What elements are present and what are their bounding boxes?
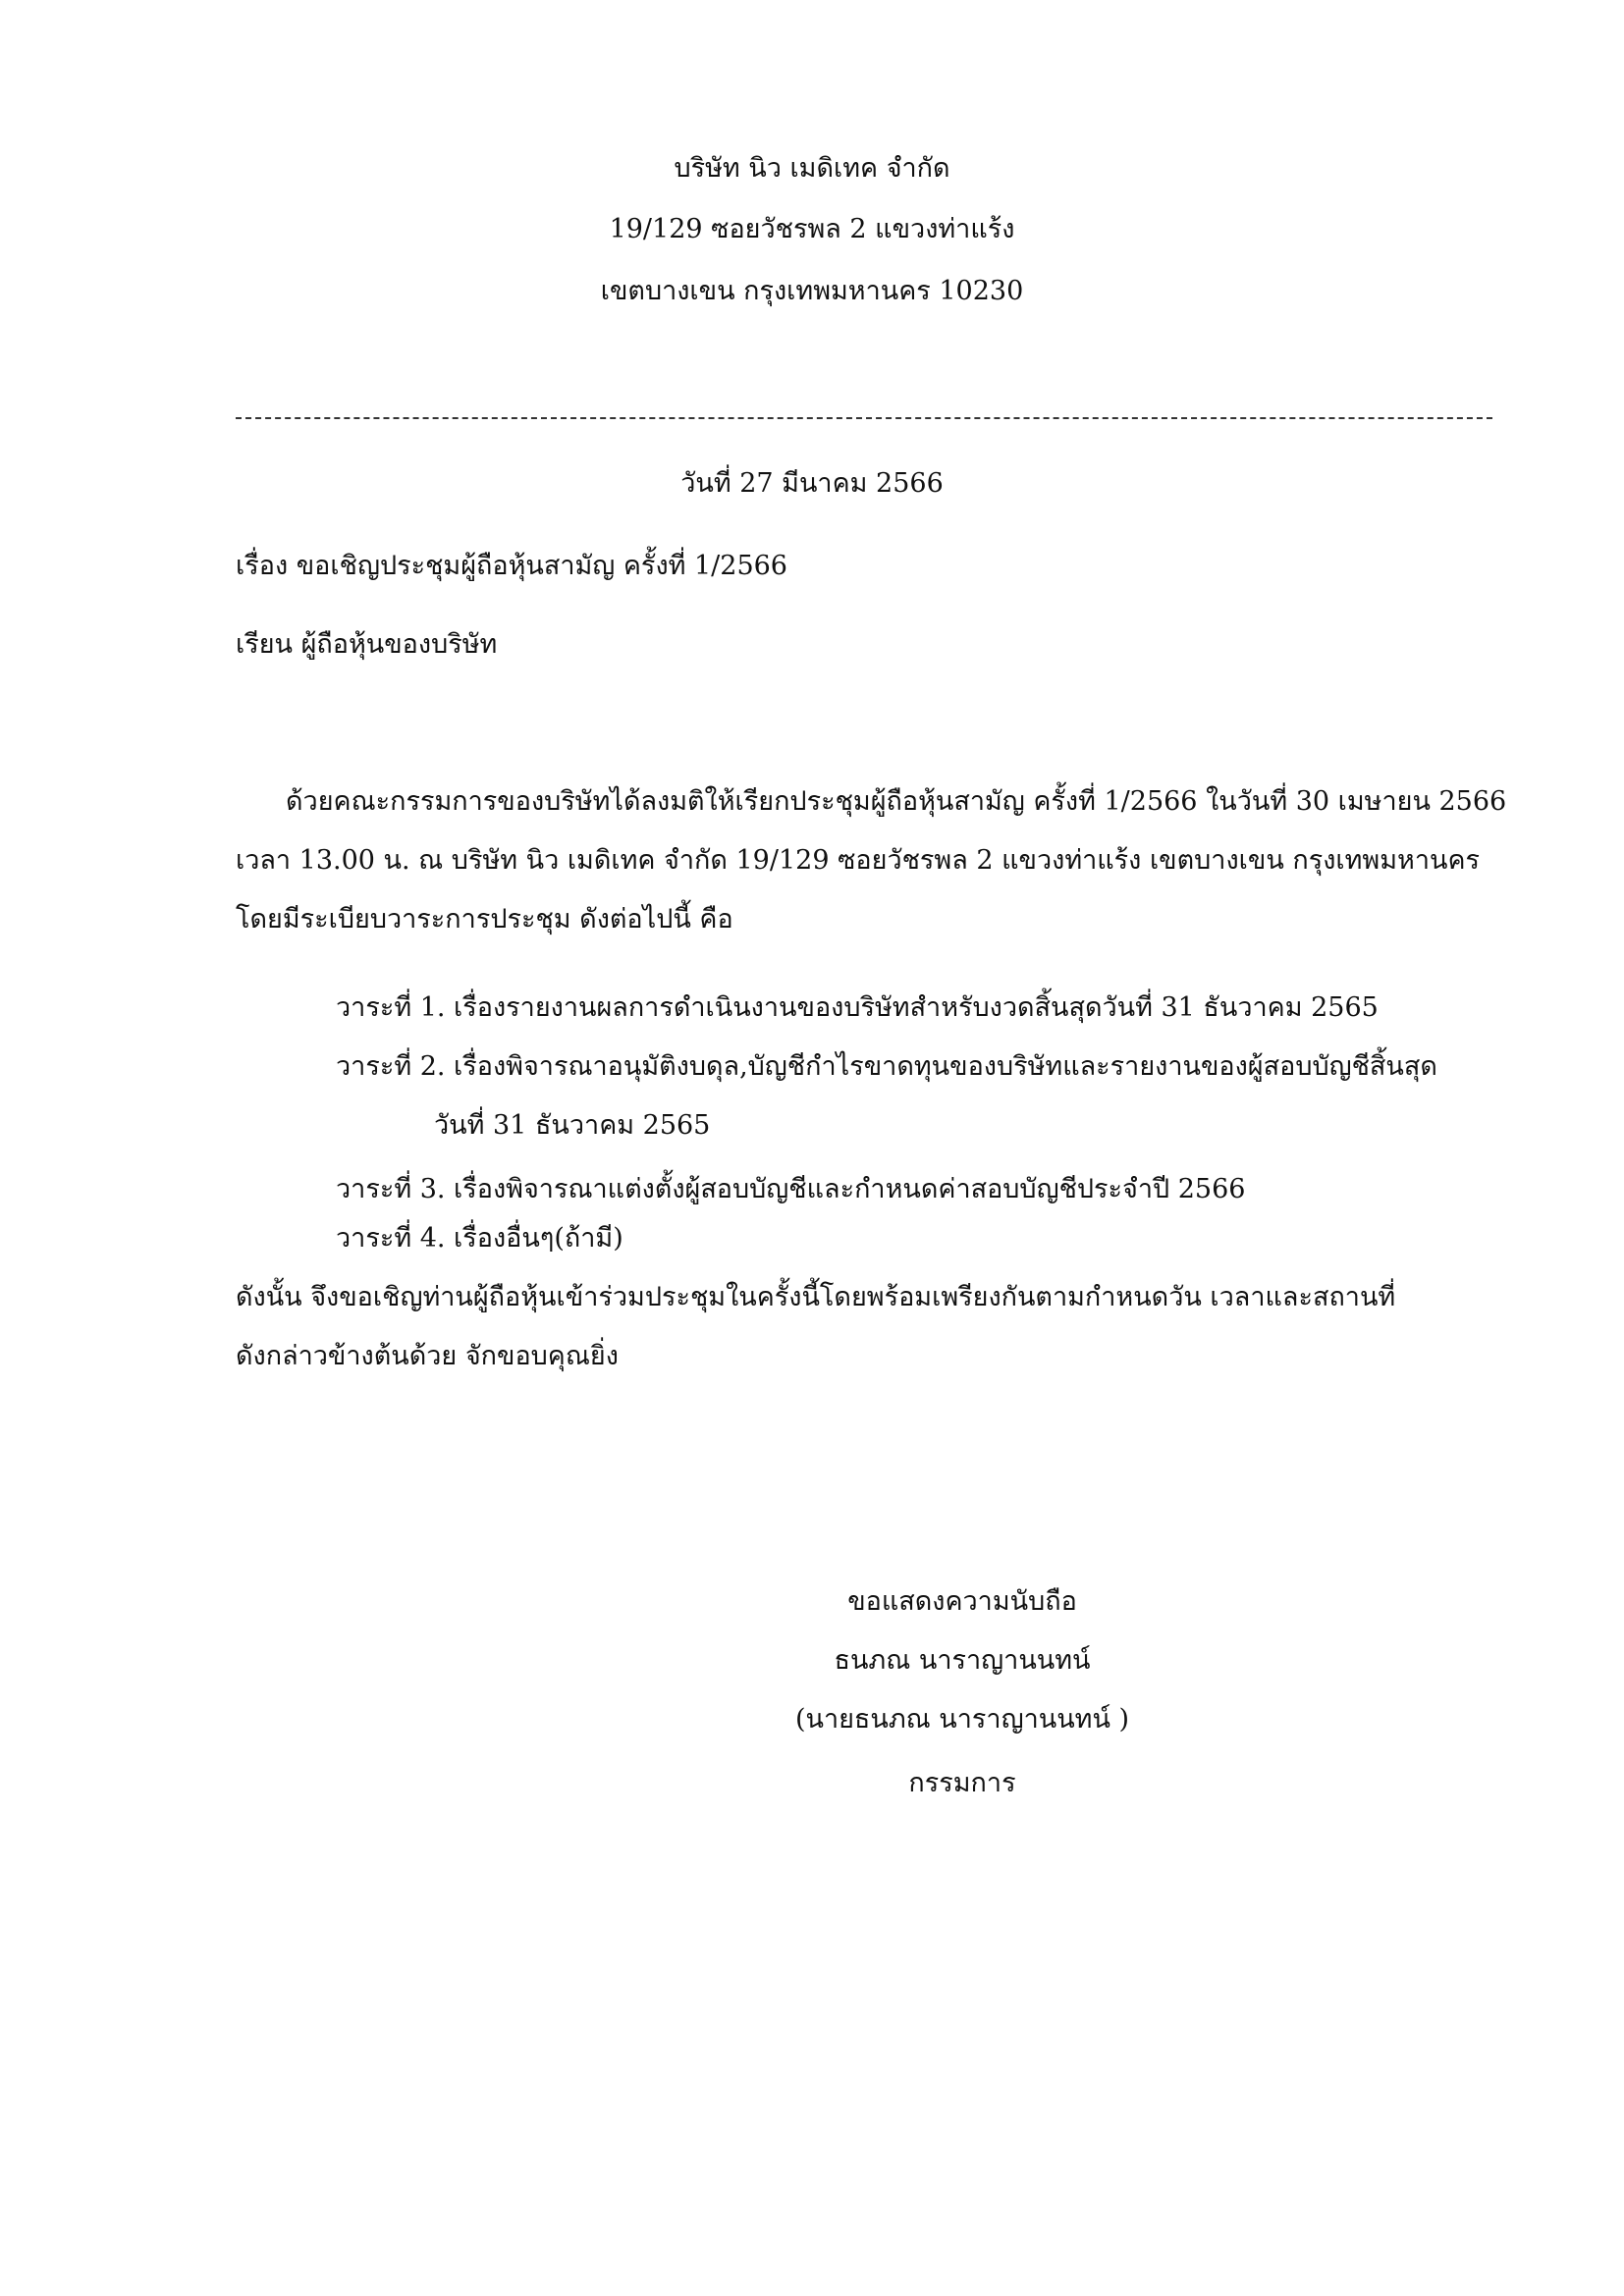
- signature-signed-name: ธนภณ นาราญานนทน์: [834, 1645, 1091, 1676]
- agenda-item-1: วาระที่ 1. เรื่องรายงานผลการดำเนินงานของบริษัทสำหรับงวดสิ้นสุดวันที่ 31 ธันวาคม 2565: [336, 992, 1379, 1023]
- agenda-item-2: วาระที่ 2. เรื่องพิจารณาอนุมัติงบดุล,บัญชีกำไรขาดทุนของบริษัทและรายงานของผู้สอบบัญชีสิ้นสุด: [336, 1051, 1437, 1082]
- signature-title: กรรมการ: [908, 1768, 1016, 1798]
- agenda-item-2-continued: วันที่ 31 ธันวาคม 2565: [434, 1110, 711, 1141]
- letter-salutation: เรียน ผู้ถือหุ้นของบริษัท: [236, 629, 498, 660]
- agenda-item-3: วาระที่ 3. เรื่องพิจารณาแต่งตั้งผู้สอบบัญชีและกำหนดค่าสอบบัญชีประจำปี 2566: [336, 1174, 1246, 1204]
- body-line-2: เวลา 13.00 น. ณ บริษัท นิว เมดิเทค จำกัด 19/129 ซอยวัชรพล 2 แขวงท่าแร้ง เขตบางเขน กรุงเทพมหานคร: [236, 845, 1481, 876]
- letter-date: วันที่ 27 มีนาคม 2566: [680, 468, 944, 499]
- body-line-3: โดยมีระเบียบวาระการประชุม ดังต่อไปนี้ คือ: [236, 904, 733, 934]
- header-divider: [236, 417, 1492, 419]
- closing-line-2: ดังกล่าวข้างต้นด้วย จักขอบคุณยิ่ง: [236, 1341, 619, 1371]
- letter-subject: เรื่อง ขอเชิญประชุมผู้ถือหุ้นสามัญ ครั้งที่ 1/2566: [236, 551, 787, 581]
- agenda-item-4: วาระที่ 4. เรื่องอื่นๆ(ถ้ามี): [336, 1223, 623, 1254]
- body-line-1: ด้วยคณะกรรมการของบริษัทได้ลงมติให้เรียกประชุมผู้ถือหุ้นสามัญ ครั้งที่ 1/2566 ในวันที่ 30 เมษายน 2566: [286, 786, 1507, 817]
- signature-printed-name: (นายธนภณ นาราญานนทน์ ): [794, 1704, 1130, 1735]
- company-name: บริษัท นิว เมดิเทค จำกัด: [674, 153, 950, 184]
- company-address-line2: เขตบางเขน กรุงเทพมหานคร 10230: [600, 276, 1024, 306]
- closing-line-1: ดังนั้น จึงขอเชิญท่านผู้ถือหุ้นเข้าร่วมประชุมในครั้งนี้โดยพร้อมเพรียงกันตามกำหนดวัน เวลาและสถานที่: [236, 1282, 1396, 1312]
- signature-regards: ขอแสดงความนับถือ: [847, 1586, 1077, 1617]
- company-address-line1: 19/129 ซอยวัชรพล 2 แขวงท่าแร้ง: [609, 214, 1015, 244]
